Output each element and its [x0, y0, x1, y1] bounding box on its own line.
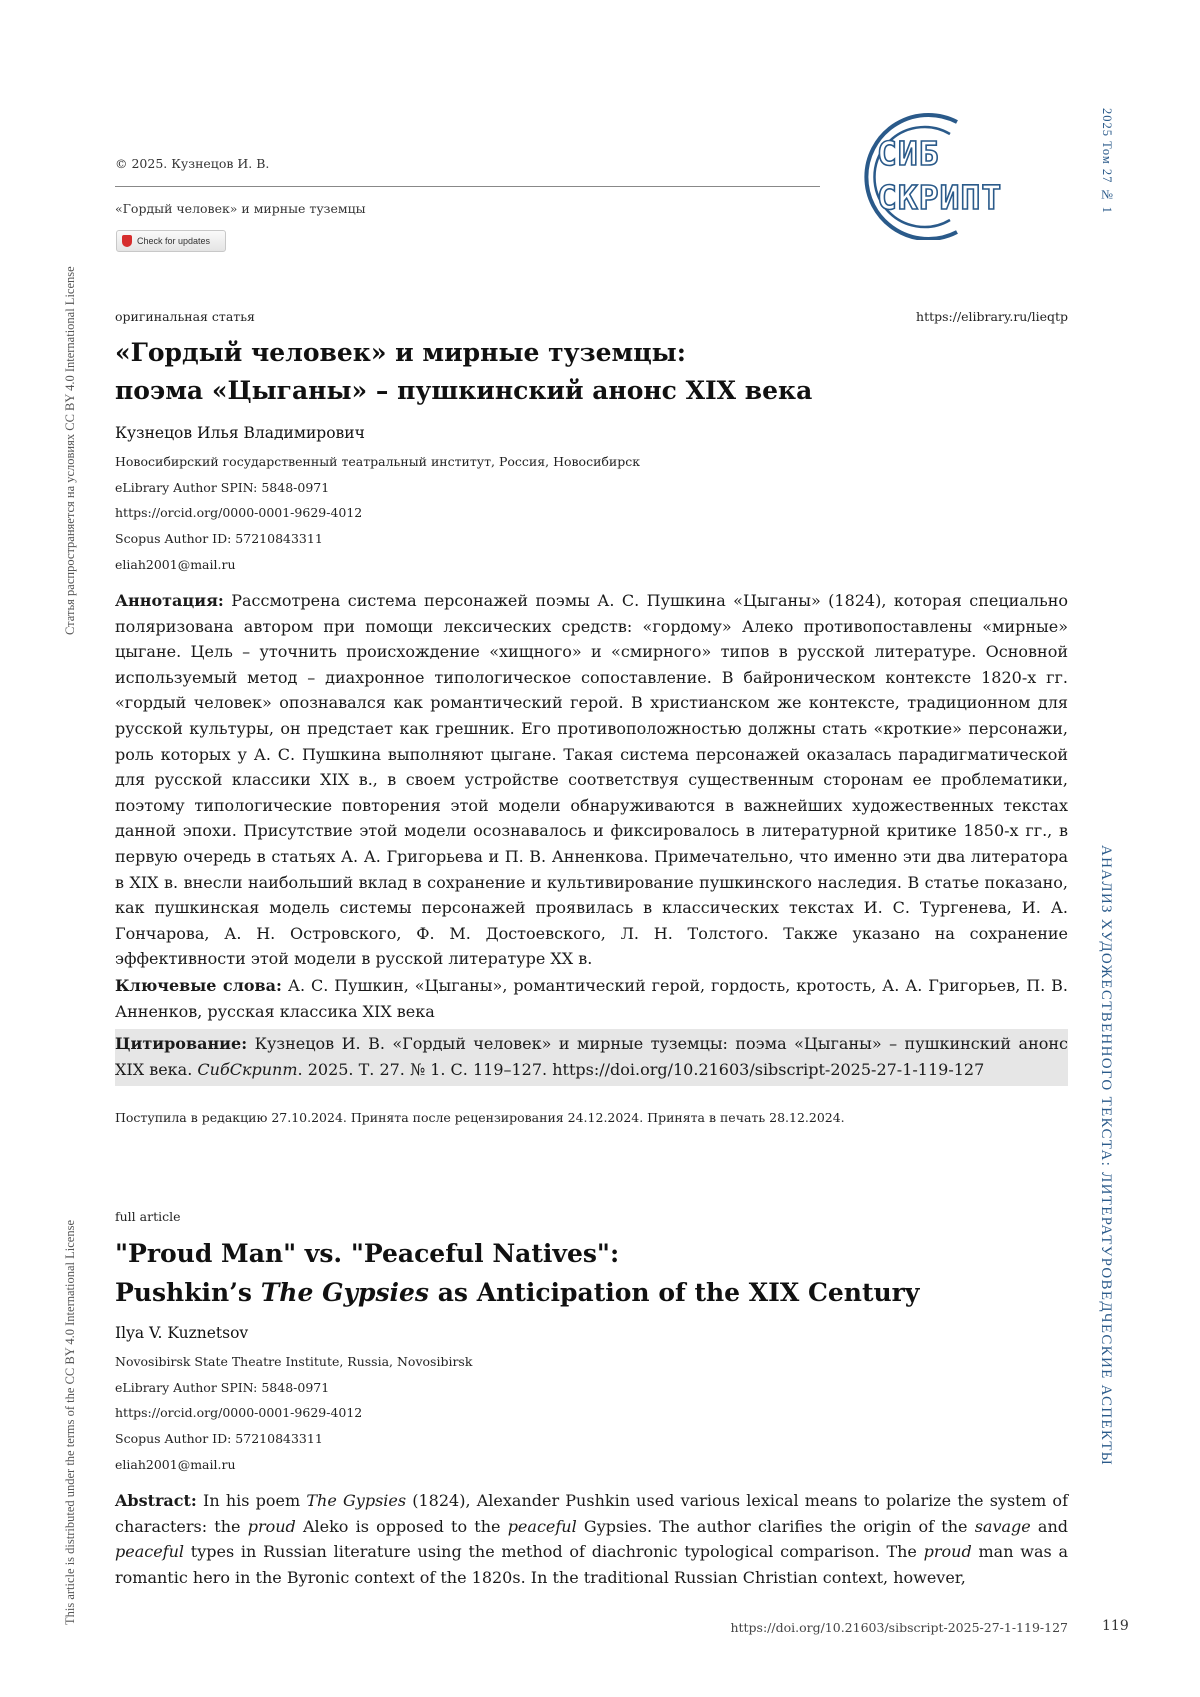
title-ru-line2: поэма «Цыганы» – пушкинский анонс XIX века	[115, 376, 813, 405]
license-note-en: This article is distributed under the terms of the CC BY 4.0 International License	[63, 1220, 77, 1625]
page-number: 119	[1102, 1618, 1129, 1634]
footer-doi[interactable]: https://doi.org/10.21603/sibscript-2025-27-1-119-127	[730, 1620, 1068, 1635]
article-type-en: full article	[115, 1209, 181, 1224]
abstract-en-seg: (1824), Alexander Pushkin used various lexical means to polarize the system of characters: the	[115, 1491, 1068, 1536]
abstract-label-en: Abstract:	[115, 1491, 197, 1510]
check-updates-label: Check for updates	[137, 236, 211, 246]
dates-ru: Поступила в редакцию 27.10.2024. Принята после рецензирования 24.12.2024. Принята в печать 28.12.2024.	[115, 1110, 845, 1125]
abstract-en-seg: Aleko is opposed to the	[295, 1516, 508, 1536]
title-en-italic: The Gypsies	[260, 1278, 430, 1307]
title-en-line1: "Proud Man" vs. "Peaceful Natives":	[115, 1239, 620, 1268]
title-en-line2	[115, 1273, 1075, 1312]
title-ru-line1: «Гордый человек» и мирные туземцы:	[115, 338, 686, 367]
abstract-en-italic: peaceful	[115, 1542, 185, 1562]
affiliation-ru: Новосибирский государственный театральный институт, Россия, Новосибирск	[115, 454, 641, 469]
abstract-en-italic: peaceful	[507, 1516, 577, 1536]
keywords-ru	[115, 973, 1068, 1024]
abstract-en	[115, 1488, 1068, 1590]
check-updates-button[interactable]	[116, 230, 226, 252]
email-ru[interactable]: eliah2001@mail.ru	[115, 557, 236, 572]
crossmark-icon	[122, 235, 132, 247]
citation-details-ru: . 2025. Т. 27. № 1. С. 119–127. https://doi.org/10.21603/sibscript-2025-27-1-119-127	[297, 1059, 985, 1079]
orcid-ru[interactable]: https://orcid.org/0000-0001-9629-4012	[115, 505, 363, 520]
citation-journal-ru: СибСкрипт	[197, 1059, 298, 1079]
title-en-part-b: as Anticipation of the XIX Century	[429, 1278, 920, 1307]
logo-text-1: СИБ	[877, 134, 940, 173]
article-type-ru: оригинальная статья	[115, 309, 255, 324]
logo-ring-icon	[835, 110, 1065, 240]
spin-en: eLibrary Author SPIN: 5848-0971	[115, 1380, 330, 1395]
abstract-en-italic: savage	[974, 1516, 1031, 1536]
license-note-ru: Статья распространяется на условиях CC BY 4.0 International License	[63, 266, 77, 635]
author-ru: Кузнецов Илья Владимирович	[115, 424, 365, 442]
abstract-text-ru: Рассмотрена система персонажей поэмы А. С. Пушкина «Цыганы» (1824), которая специально поляризована автором при помощи лексических средств: «гордому» Алеко противопоставлены «мирные» цыгане. Цель – уточнить происхождение «хищного» и «смирного» типов в русской литературе. Основной используемый метод – диахронное типологическое сопоставление. В байроническом контексте 1820-х гг. «гордый человек» опознавался как романтический герой. В христианском же контексте, традиционном для русской культуры, он предстает как грешник. Его противоположностью должны стать «кроткие» персонажи, роль которых у А. С. Пушкина выполняют цыгане. Такая система персонажей оказалась парадигматической для русской классики XIX в., в своем устройстве соответствуя существенным сторонам ее проблематики, поэтому типологические повторения этой модели обнаруживаются в важнейших художественных текстах данной эпохи. Присутствие этой модели осознавалось и фиксировалось в литературной критике 1850-х гг., в первую очередь в статьях А. А. Григорьева и П. В. Анненкова. Примечательно, что именно эти два литератора в XIX в. внесли наибольший вклад в сохранение и культивирование пушкинского наследия. В статье показано, как пушкинская модель системы персонажей проявилась в классических текстах И. С. Тургенева, И. А. Гончарова, А. Н. Островского, Ф. М. Достоевского, Л. Н. Толстого. Также указано на сохранение эффективности этой модели в русской литературе XX в.	[115, 591, 1069, 969]
keywords-text-ru: А. С. Пушкин, «Цыганы», романтический герой, гордость, кротость, А. А. Григорьев, П. В. Анненков, русская классика XIX века	[115, 976, 1069, 1021]
title-ru	[115, 334, 1075, 410]
title-en	[115, 1234, 1075, 1312]
logo-text-2: СКРИПТ	[877, 178, 1003, 217]
abstract-en-seg: types in Russian literature using the method of diachronic typological comparison. The	[184, 1542, 924, 1562]
citation-text-ru: Кузнецов И. В. «Гордый человек» и мирные туземцы: поэма «Цыганы» – пушкинский анонс XIX века.	[115, 1034, 1068, 1079]
copyright: © 2025. Кузнецов И. В.	[115, 156, 270, 171]
scopus-ru: Scopus Author ID: 57210843311	[115, 531, 323, 546]
section-title: АНАЛИЗ ХУДОЖЕСТВЕННОГО ТЕКСТА: ЛИТЕРАТУРОВЕДЧЕСКИЕ АСПЕКТЫ	[1098, 845, 1114, 1467]
abstract-en-italic: proud	[247, 1516, 296, 1536]
abstract-en-italic: The Gypsies	[306, 1491, 407, 1510]
running-title: «Гордый человек» и мирные туземцы	[115, 201, 366, 216]
header-divider	[115, 186, 820, 187]
scopus-en: Scopus Author ID: 57210843311	[115, 1431, 323, 1446]
journal-logo	[835, 110, 1065, 240]
abstract-en-seg: and	[1030, 1516, 1069, 1536]
abstract-en-italic: proud	[923, 1542, 972, 1562]
abstract-ru	[115, 588, 1068, 972]
elibrary-link[interactable]: https://elibrary.ru/lieqtp	[916, 309, 1068, 324]
orcid-en[interactable]: https://orcid.org/0000-0001-9629-4012	[115, 1405, 363, 1420]
author-en: Ilya V. Kuznetsov	[115, 1324, 249, 1342]
citation-ru	[115, 1029, 1068, 1086]
citation-label-ru: Цитирование:	[115, 1034, 248, 1053]
journal-issue: 2025 Том 27 № 1	[1100, 108, 1114, 214]
abstract-label-ru: Аннотация:	[115, 591, 224, 610]
keywords-label-ru: Ключевые слова:	[115, 976, 282, 995]
email-en[interactable]: eliah2001@mail.ru	[115, 1457, 236, 1472]
abstract-en-seg: man was a romantic hero in the Byronic context of the 1820s. In the traditional Russian Christian context, however,	[115, 1542, 1068, 1587]
abstract-en-seg: In his poem	[203, 1491, 307, 1510]
spin-ru: eLibrary Author SPIN: 5848-0971	[115, 480, 330, 495]
title-en-part-a: Pushkin’s	[115, 1278, 261, 1307]
abstract-en-seg: Gypsies. The author clarifies the origin of the	[576, 1516, 975, 1536]
affiliation-en: Novosibirsk State Theatre Institute, Russia, Novosibirsk	[115, 1354, 473, 1369]
